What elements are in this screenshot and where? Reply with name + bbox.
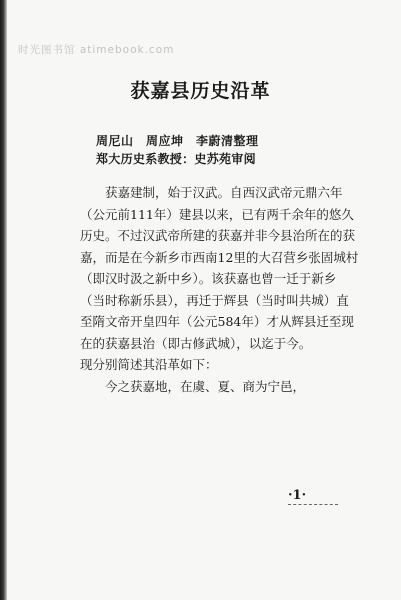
watermark: 时光图书馆 atimebook.com	[18, 44, 175, 56]
body-text	[80, 182, 360, 397]
authors-line: 周尼山 周应坤 李蔚清整理	[96, 134, 259, 148]
page-number: ·1·	[288, 488, 307, 503]
reviewer-line: 郑大历史系教授：史苏苑审阅	[96, 152, 256, 166]
paragraph-2: 现分别简述其沿革如下：	[80, 357, 218, 372]
paragraph-3: 今之获嘉地，在虞、夏、商为宁邑，	[105, 378, 306, 394]
page-title: 获嘉县历史沿革	[130, 80, 271, 102]
paragraph-1: 获嘉建制，始于汉武。自西汉武帝元鼎六年（公元前111年）建县以来，已有两千余年的悠久历史。不过汉武帝所建的获嘉并非今县治所在的获嘉，而是在今新乡市西南12里的大召营乡张固城村（即汉时汲之新中乡）。该获嘉也曾一迁于新乡（当时称新乐县），再迁于辉县（当时叫共城）直至隋文帝开皇四年（公元584年）才从辉县迁至现在的获嘉县治（即古修武城），以迄于今。	[80, 185, 359, 351]
footer-rule	[288, 504, 338, 505]
